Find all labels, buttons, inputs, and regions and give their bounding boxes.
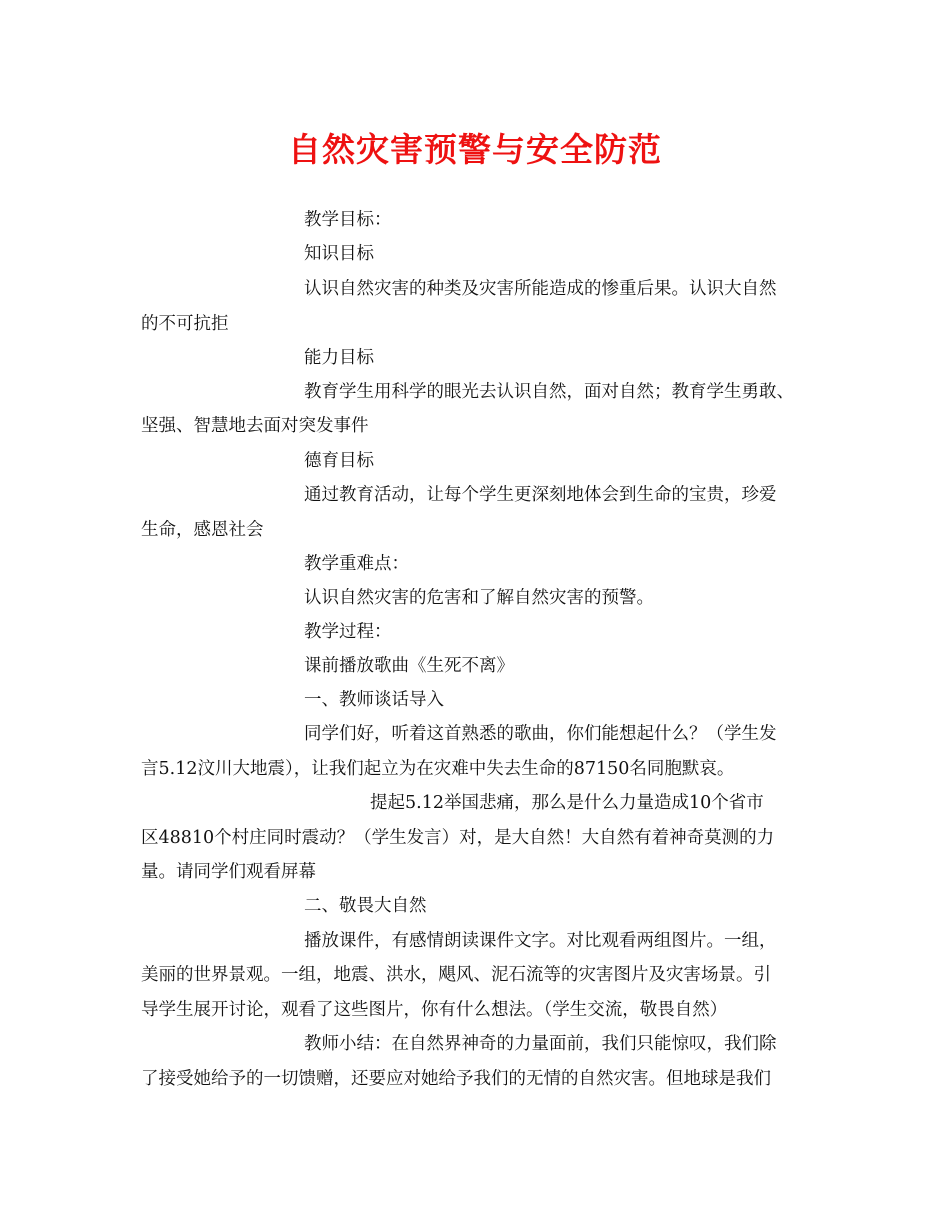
- text-line: 课前播放歌曲《生死不离》: [304, 656, 514, 676]
- text-line: 教学目标：: [304, 210, 392, 230]
- text-line: 了接受她给予的一切馈赠，还要应对她给予我们的无情的自然灾害。但地球是我们: [141, 1069, 771, 1089]
- document-title: 自然灾害预警与安全防范: [288, 130, 662, 169]
- text-line: 能力目标: [304, 348, 374, 368]
- text-line: 教学过程：: [304, 622, 392, 642]
- text-line: 播放课件，有感情朗读课件文字。对比观看两组图片。一组，: [304, 931, 777, 951]
- text-line: 教师小结：在自然界神奇的力量面前，我们只能惊叹，我们除: [304, 1034, 777, 1054]
- text-line: 美丽的世界景观。一组，地震、洪水，飓风、泥石流等的灾害图片及灾害场景。引: [141, 965, 771, 985]
- text-line: 通过教育活动，让每个学生更深刻地体会到生命的宝贵，珍爱: [304, 485, 777, 505]
- text-line: 教学重难点：: [304, 554, 409, 574]
- text-line: 德育目标: [304, 451, 374, 471]
- text-line: 教育学生用科学的眼光去认识自然，面对自然；教育学生勇敢、: [304, 382, 794, 402]
- text-line: 导学生展开讨论，观看了这些图片，你有什么想法。（学生交流，敬畏自然）: [141, 1000, 728, 1020]
- text-line: 区48810个村庄同时震动？（学生发言）对，是大自然！大自然有着神奇莫测的力: [141, 828, 775, 848]
- text-line: 坚强、智慧地去面对突发事件: [141, 416, 369, 436]
- text-line: 提起5.12举国悲痛，那么是什么力量造成10个省市: [370, 793, 764, 813]
- text-line: 一、教师谈话导入: [304, 690, 444, 710]
- text-line: 生命，感恩社会: [141, 520, 264, 540]
- text-line: 认识自然灾害的危害和了解自然灾害的预警。: [304, 588, 654, 608]
- text-line: 知识目标: [304, 244, 374, 264]
- text-line: 二、敬畏大自然: [304, 896, 427, 916]
- text-line: 同学们好，听着这首熟悉的歌曲，你们能想起什么？（学生发: [304, 724, 777, 744]
- text-line: 言5.12汶川大地震），让我们起立为在灾难中失去生命的87150名同胞默哀。: [141, 759, 735, 779]
- text-line: 认识自然灾害的种类及灾害所能造成的惨重后果。认识大自然: [304, 279, 777, 299]
- text-line: 的不可抗拒: [141, 314, 229, 334]
- text-line: 量。请同学们观看屏幕: [141, 862, 316, 882]
